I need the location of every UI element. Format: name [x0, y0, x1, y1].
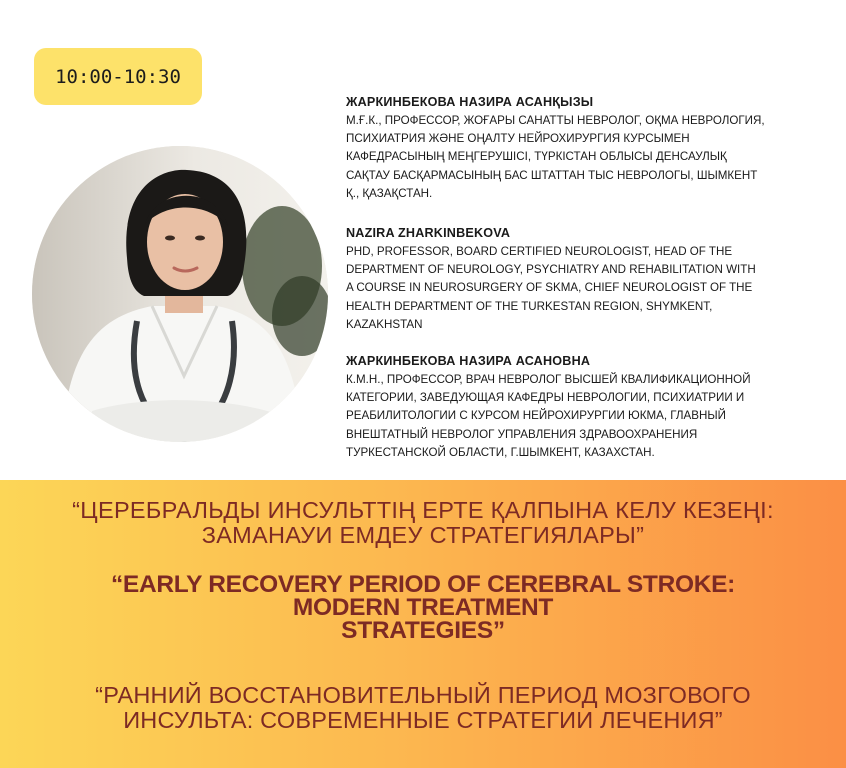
talk-title-ru: [0, 683, 846, 733]
title-line: MODERN TREATMENT: [292, 594, 554, 621]
speaker-name-ru: ЖАРКИНБЕКОВА НАЗИРА АСАНОВНА: [346, 354, 591, 368]
time-label: 10:00-10:30: [55, 65, 181, 88]
desc-line: САҚТАУ БАСҚАРМАСЫНЫҢ БАС ШТАТТАН ТЫС НЕВРОЛОГЫ, ШЫМКЕНТ: [346, 168, 758, 182]
desc-line: HEALTH DEPARTMENT OF THE TURKESTAN REGION, SHYMKENT,: [346, 299, 713, 313]
desc-line: Қ., ҚАЗАҚСТАН.: [346, 186, 433, 200]
speaker-desc-ru: [346, 371, 816, 462]
desc-line: ТУРКЕСТАНСКОЙ ОБЛАСТИ, Г.ШЫМКЕНТ, КАЗАХСТАН.: [346, 445, 655, 459]
title-line: “РАННИЙ ВОССТАНОВИТЕЛЬНЫЙ ПЕРИОД МОЗГОВОГО: [95, 682, 751, 708]
bio-russian: [346, 354, 816, 462]
title-line: “ЦЕРЕБРАЛЬДЫ ИНСУЛЬТТІҢ ЕРТЕ ҚАЛПЫНА КЕЛУ КЕЗЕҢІ:: [72, 497, 774, 523]
bio-kazakh: [346, 95, 816, 203]
desc-line: М.Ғ.К., ПРОФЕССОР, ЖОҒАРЫ САНАТТЫ НЕВРОЛОГ, ОҚМА НЕВРОЛОГИЯ,: [346, 114, 765, 127]
speaker-name-kk: ЖАРКИНБЕКОВА НАЗИРА АСАНҚЫЗЫ: [346, 95, 594, 109]
desc-line: KAZAKHSTAN: [346, 317, 423, 331]
time-badge: [34, 48, 202, 105]
speaker-desc-kk: [346, 112, 816, 203]
desc-line: КАТЕГОРИИ, ЗАВЕДУЮЩАЯ КАФЕДРЫ НЕВРОЛОГИИ, ПСИХИАТРИИ И: [346, 391, 745, 405]
speaker-photo: [32, 146, 328, 442]
desc-line: PHD, PROFESSOR, BOARD CERTIFIED NEUROLOGIST, HEAD OF THE: [346, 245, 733, 258]
desc-line: ВНЕШТАТНЫЙ НЕВРОЛОГ УПРАВЛЕНИЯ ЗДРАВООХРАНЕНИЯ: [346, 427, 698, 441]
desc-line: КАФЕДРАСЫНЫҢ МЕҢГЕРУШІСІ, ТҮРКІСТАН ОБЛЫСЫ ДЕНСАУЛЫҚ: [346, 150, 727, 164]
desc-line: A COURSE IN NEUROSURGERY OF SKMA, CHIEF NEUROLOGIST OF THE: [346, 281, 753, 295]
desc-line: DEPARTMENT OF NEUROLOGY, PSYCHIATRY AND REHABILITATION WITH: [346, 263, 756, 277]
desc-line: РЕАБИЛИТОЛОГИИ С КУРСОМ НЕЙРОХИРУРГИИ ЮКМА, ГЛАВНЫЙ: [346, 409, 726, 423]
bio-english: [346, 226, 816, 334]
title-line: STRATEGIES”: [341, 617, 505, 644]
title-line: ИНСУЛЬТА: СОВРЕМЕННЫЕ СТРАТЕГИИ ЛЕЧЕНИЯ”: [123, 707, 723, 733]
speaker-desc-en: [346, 243, 816, 334]
desc-line: К.М.Н., ПРОФЕССОР, ВРАЧ НЕВРОЛОГ ВЫСШЕЙ КВАЛИФИКАЦИОННОЙ: [346, 373, 751, 386]
talk-title-en: [0, 573, 846, 642]
talk-title-kk: [0, 498, 846, 548]
desc-line: ПСИХИАТРИЯ ЖӘНЕ ОҢАЛТУ НЕЙРОХИРУРГИЯ КУРСЫМЕН: [346, 132, 690, 146]
title-line: “EARLY RECOVERY PERIOD OF CEREBRAL STROKE:: [110, 571, 736, 598]
speaker-name-en: NAZIRA ZHARKINBEKOVA: [346, 226, 511, 240]
title-line: ЗАМАНАУИ ЕМДЕУ СТРАТЕГИЯЛАРЫ”: [201, 522, 645, 548]
speaker-portrait: [32, 146, 328, 442]
